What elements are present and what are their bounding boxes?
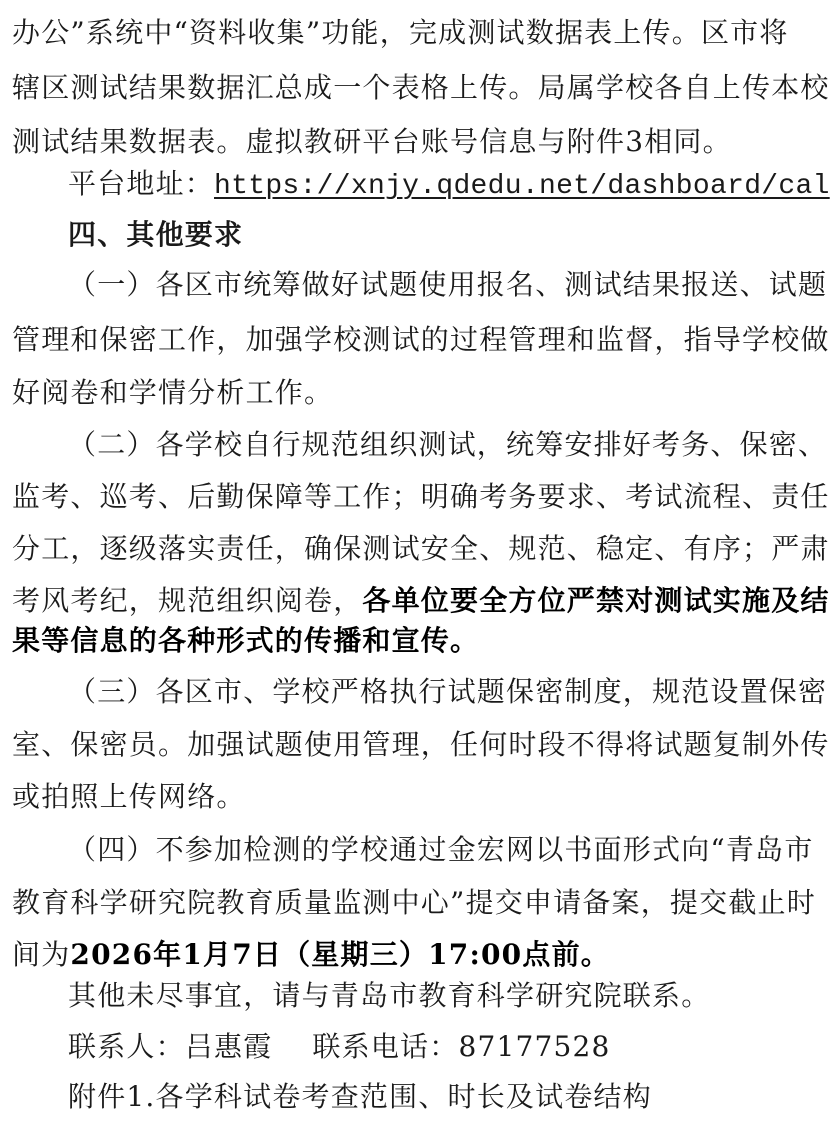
paragraph-line: （四）不参加检测的学校通过金宏网以书面形式向“青岛市: [68, 833, 814, 866]
text-normal: 考风考纪，规范组织阅卷，: [12, 584, 363, 617]
emphasis-text: 果等信息的各种形式的传播和宣传。: [12, 624, 480, 657]
contact-person-label: 联系人：: [68, 1030, 185, 1063]
contact-phone-label: 联系电话：: [312, 1030, 459, 1063]
platform-address: [68, 164, 830, 207]
emphasis-text: 各单位要全方位严禁对测试实施及结: [362, 584, 830, 617]
paragraph-line: （三）各区市、学校严格执行试题保密制度，规范设置保密: [68, 675, 828, 708]
paragraph-line: 管理和保密工作，加强学校测试的过程管理和监督，指导学校做: [12, 323, 830, 356]
deadline-text: 2026年1月7日（星期三）17:00点前。: [70, 938, 610, 971]
paragraph-line: 办公”系统中“资料收集”功能，完成测试数据表上传。区市将: [12, 16, 789, 49]
paragraph-line: 或拍照上传网络。: [12, 780, 246, 813]
paragraph-line: [12, 935, 830, 975]
attachment-line: 附件1.各学科试卷考查范围、时长及试卷结构: [68, 1080, 652, 1113]
platform-label: 平台地址：: [68, 167, 215, 200]
paragraph-line: 监考、巡考、后勤保障等工作；明确考务要求、考试流程、责任: [12, 480, 830, 513]
text-normal: 间为: [12, 938, 71, 971]
paragraph-line: 辖区测试结果数据汇总成一个表格上传。局属学校各自上传本校: [12, 71, 830, 104]
paragraph-line: 分工，逐级落实责任，确保测试安全、规范、稳定、有序；严肃: [12, 532, 830, 565]
closing-line: 其他未尽事宜，请与青岛市教育科学研究院联系。: [68, 979, 711, 1012]
paragraph-line: 测试结果数据表。虚拟教研平台账号信息与附件3相同。: [12, 125, 732, 158]
platform-url-link[interactable]: https://xnjy.qdedu.net/dashboard/cal: [214, 171, 830, 202]
paragraph-line: （一）各区市统筹做好试题使用报名、测试结果报送、试题: [68, 268, 828, 301]
paragraph-line: （二）各学校自行规范组织测试，统筹安排好考务、保密、: [68, 428, 828, 461]
paragraph-line: 室、保密员。加强试题使用管理，任何时段不得将试题复制外传: [12, 728, 830, 761]
section-heading: 四、其他要求: [68, 218, 244, 251]
paragraph-line: [12, 581, 830, 621]
contact-line: [68, 1027, 830, 1067]
paragraph-line: 好阅卷和学情分析工作。: [12, 376, 334, 409]
contact-phone: 87177528: [458, 1030, 611, 1063]
paragraph-line: 教育科学研究院教育质量监测中心”提交申请备案，提交截止时: [12, 886, 816, 919]
contact-person: 吕惠霞: [184, 1030, 273, 1063]
